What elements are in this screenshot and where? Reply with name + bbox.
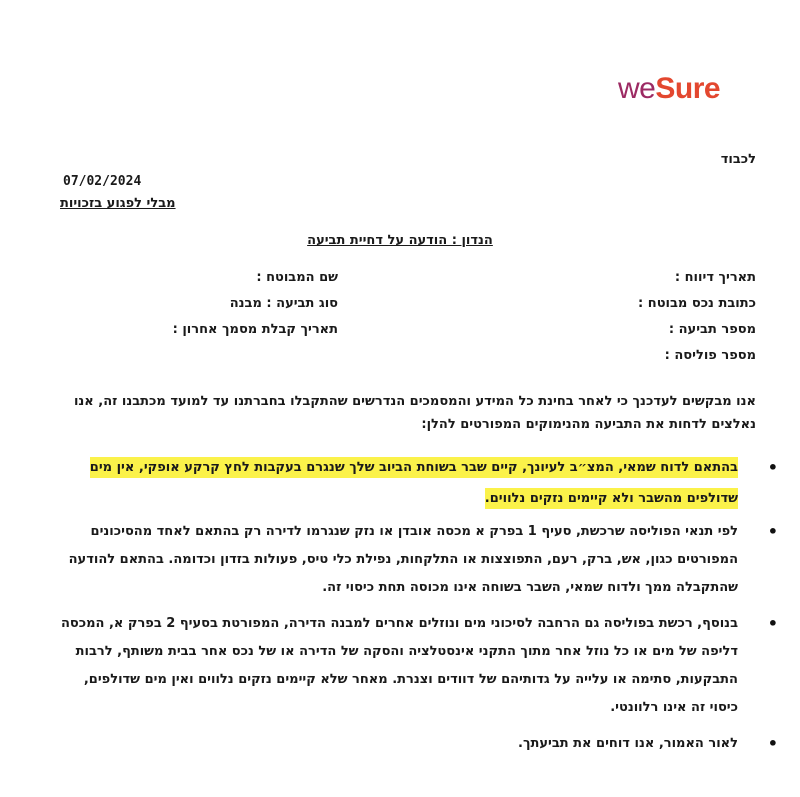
report-date-field: תאריך דיווח :: [674, 270, 756, 285]
reason-item: • לפי תנאי הפוליסה שרכשת, סעיף 1 בפרק א מכסה אובדן או נזק שנגרמו לדירה רק בהתאם לאחד מהסיכונים המפורטים כגון, אש, ברק, רעם, התפוצצות או התלקחות, נפילת כלי טיס, פעולות בזדון וכדומה. בהתאם להודעה שהתקבלה ממך ולדוח שמאי, השבר בשוחה אינו מכוסה תחת כיסוי זה.: [52, 518, 738, 602]
highlighted-reason-text: בהתאם לדוח שמאי, המצ״ב לעיונך, קיים שבר בשוחת הביוב שלך שנגרם בעקבות לחץ קרקע אופקי, אין מים שדולפים מהשבר ולא קיימים נזקים נלווים.: [90, 457, 738, 509]
reason-item: • לאור האמור, אנו דוחים את תביעתך.: [52, 730, 738, 758]
without-prejudice-note: מבלי לפגוע בזכויות: [60, 196, 176, 211]
reason-item: • בנוסף, רכשת בפוליסה גם הרחבה לסיכוני מים ונוזלים אחרים למבנה הדירה, המפורטת בסעיף 2 בפרק א, המכסה דליפה של מים או כל נוזל אחר מתוך התקני אינסטלציה והסקה של הדירה או של נכס אחר בבית משותף, לרבות התבקעות, סתימה או עלייה על גדותיהם של דוודים וצנרת. מאחר שלא קיימים נזקים נלווים ואין מים שדולפים, כיסוי זה אינו רלוונטי.: [52, 610, 738, 722]
claim-number-field: מספר תביעה :: [668, 322, 756, 337]
property-address-field: כתובת נכס מבוטח :: [638, 296, 756, 311]
greeting: לכבוד: [720, 152, 756, 167]
letter-date: 07/02/2024: [63, 174, 142, 189]
wesure-logo: [618, 72, 720, 106]
reason-item: [52, 452, 738, 514]
reasons-list: [52, 452, 756, 766]
claim-type-field: סוג תביעה : מבנה: [229, 296, 338, 311]
subject-line: הנדון : הודעה על דחיית תביעה: [307, 233, 493, 248]
last-document-date-field: תאריך קבלת מסמך אחרון :: [172, 322, 338, 337]
intro-paragraph: אנו מבקשים לעדכנך כי לאחר בחינת כל המידע והמסמכים הנדרשים שהתקבלו בחברתנו עד למועד מכתבנו זה, אנו נאלצים לדחות את התביעה מהנימוקים המפורטים להלן:: [73, 394, 756, 432]
logo-sure: Sure: [655, 72, 721, 105]
logo-we: we: [618, 72, 656, 105]
policy-number-field: מספר פוליסה :: [664, 348, 756, 363]
insured-name-field: שם המבוטח :: [256, 270, 338, 285]
